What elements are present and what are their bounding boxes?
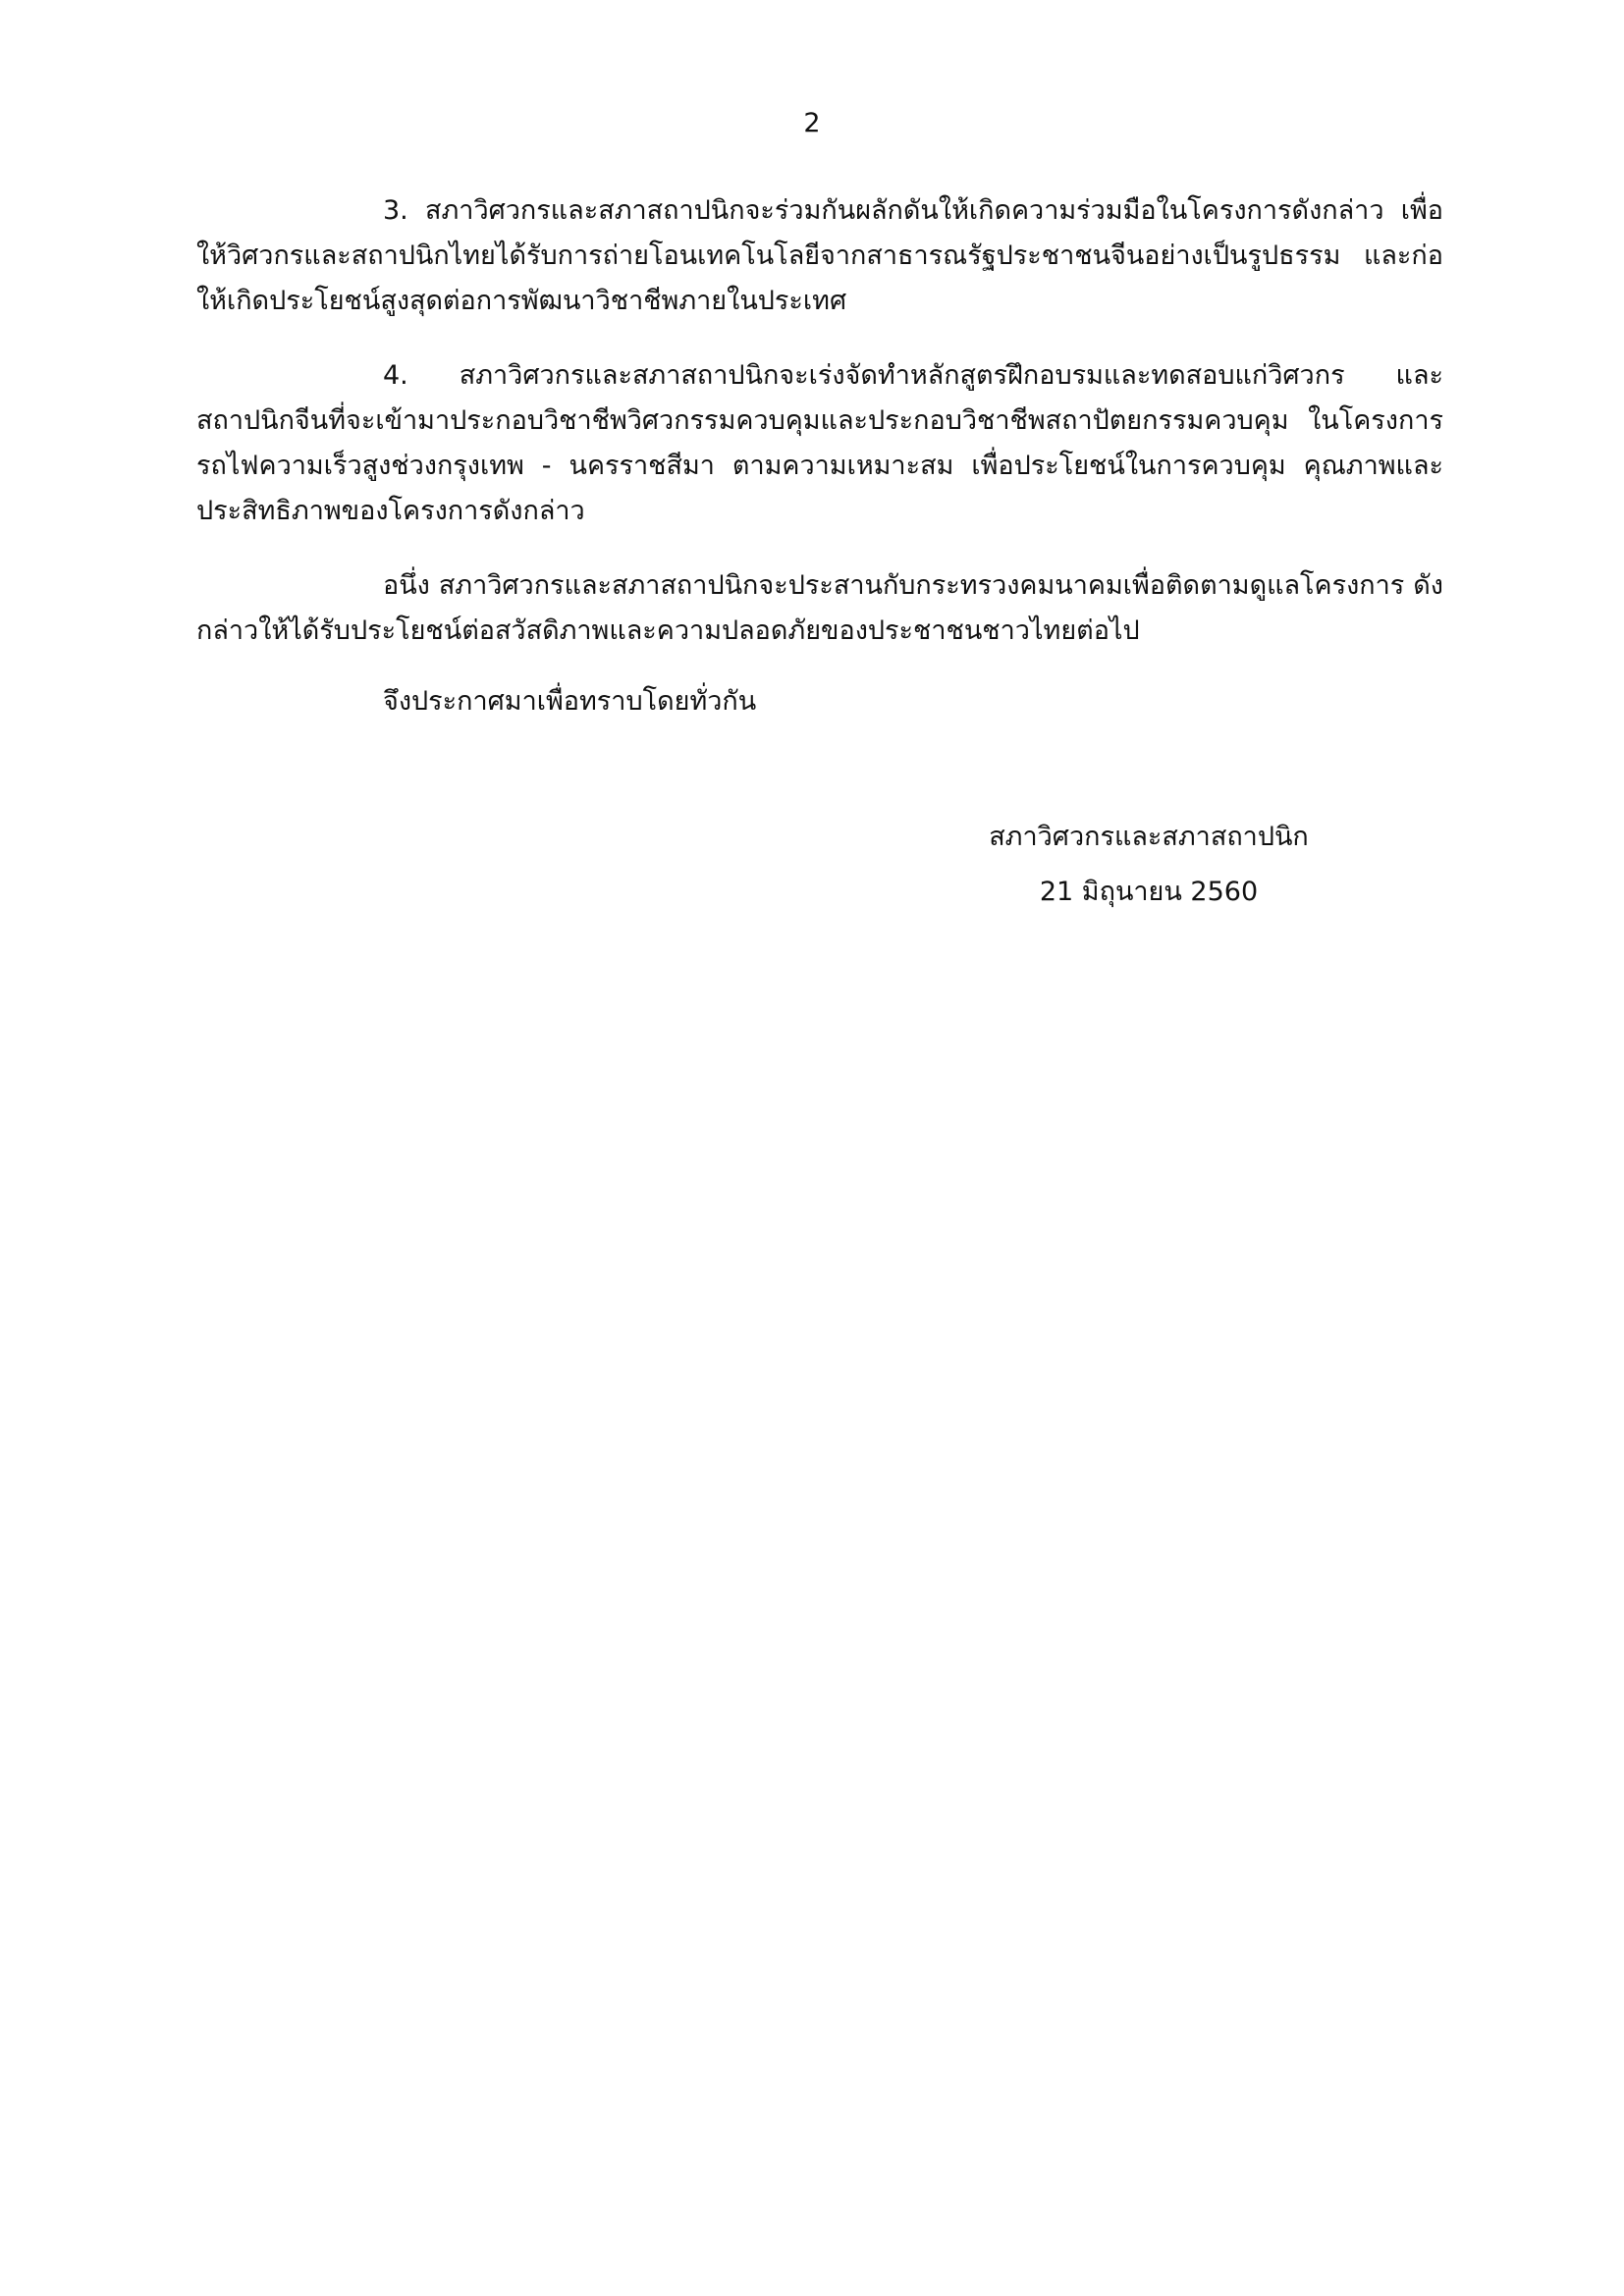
paragraph-text: อนึ่ง สภาวิศวกรและสภาสถาปนิกจะประสานกับกระทรวงคมนาคมเพื่อติดตามดูแลโครงการ ดังกล่าวให้ได้รับประโยชน์ต่อสวัสดิภาพและความปลอดภัยของประชาชนชาวไทยต่อไป bbox=[196, 570, 1443, 646]
paragraph-notice bbox=[196, 563, 1443, 654]
paragraph-item-3 bbox=[196, 188, 1443, 324]
signature-organization: สภาวิศวกรและสภาสถาปนิก bbox=[989, 822, 1309, 852]
paragraph-text: 3. สภาวิศวกรและสภาสถาปนิกจะร่วมกันผลักดันให้เกิดความร่วมมือในโครงการดังกล่าว เพื่อให้วิศวกรและสถาปนิกไทยได้รับการถ่ายโอนเทคโนโลยีจากสาธารณรัฐประชาชนจีนอย่างเป็นรูปธรรม และก่อให้เกิดประโยชน์สูงสุดต่อการพัฒนาวิชาชีพภายในประเทศ bbox=[196, 195, 1443, 316]
paragraph-closing bbox=[196, 679, 1443, 724]
signature-date: 21 มิถุนายน 2560 bbox=[1039, 877, 1259, 907]
page-number: 2 bbox=[803, 108, 821, 138]
paragraph-text: จึงประกาศมาเพื่อทราบโดยทั่วกัน bbox=[383, 686, 757, 717]
paragraph-text: 4. สภาวิศวกรและสภาสถาปนิกจะเร่งจัดทำหลักสูตรฝึกอบรมและทดสอบแก่วิศวกร และสถาปนิกจีนที่จะเข้ามาประกอบวิชาชีพวิศวกรรมควบคุมและประกอบวิชาชีพสถาปัตยกรรมควบคุม ในโครงการรถไฟความเร็วสูงช่วงกรุงเทพ - นครราชสีมา ตามความเหมาะสม เพื่อประโยชน์ในการควบคุม คุณภาพและประสิทธิภาพของโครงการดังกล่าว bbox=[196, 360, 1443, 526]
paragraph-item-4 bbox=[196, 353, 1443, 534]
